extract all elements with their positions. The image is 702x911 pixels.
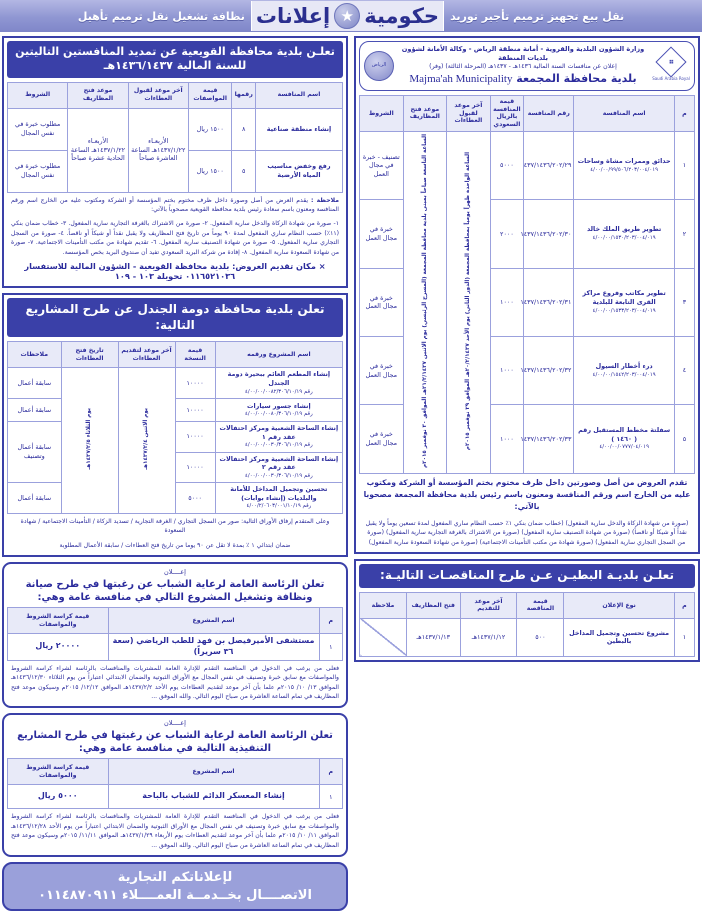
th-opening: موعد فتح المظاريف [68,82,128,108]
th-tender-number: رقم المنافسة [524,95,574,131]
th-value: قيمة المناقصة [517,592,564,618]
cell-value: ١٠٠٠ [490,268,524,336]
cell-note: سابقة أعمال وتصنيف [8,421,62,482]
table-header-row [8,759,343,785]
cell-value: ٥٠٠ [517,618,564,656]
th-conditions: الشروط [8,82,68,108]
cell-name-code: ٤/٠٠/٠٠/٩٩/٥٠٦/٢٠٣/٠٠٤/٠١٩ [590,166,659,173]
masthead [0,0,702,32]
cell-value: ٥٠٠٠ [490,131,524,199]
quwaiiyah-submission-place: × مكان تقديم العروض: بلدية محافظة القويعية - الشؤون المالية للاستفسار ٠١١٦٥٢١٠٣٦ تحويلة ١٠٣ - ١٠٩ [24,261,326,282]
cell-name-text: سفلتة مخطط المستقبل رقم ( ١٤٦٠ ) [578,426,671,443]
cell-number: ٨ [232,108,255,150]
th-opening: فتح المظاريف [406,592,460,618]
cell-value: ١٠٠٠٠ [175,421,215,452]
cell-name-code: ٤/٠٠/٠٠/١٥٣٠/٢٠٣/٠٠٤/٠١٩ [592,235,656,242]
cell-project: إنشاء المعسكر الدائم للشباب بالباحة [108,785,319,809]
cell-conditions: مطلوب خبرة في نفس المجال [8,150,68,192]
cell-price: ٢٠٠٠٠ ريال [8,634,109,661]
bateen-title: تعلـن بلديـة البطيـن عـن طرح المناقصـات التاليـة: [359,564,695,588]
opening-vertical-text: يوم الثلاثاء ١٤٣٧/٢/٥هـ [86,408,93,471]
th-project-name: اسم المشروع [108,608,319,634]
cell-project [215,483,342,514]
masthead-word-hukumiya: حكومية [364,3,440,28]
th-conditions: الشروط [360,95,404,131]
cell-deadline-merged: الأربعـاء ١٤٣٧/١/٢٢هـ الساعة العاشرة صباحاً [128,108,188,192]
cell-ad-type: مشروع تحسين وتجميل المداخل بالبطين [564,618,675,656]
youth2-signoff: والله الموفق ... [151,841,191,849]
th-number: رقمها [232,82,255,108]
contact-phone-label: الاتصــــال بخــدمــة العمــــلاء [121,888,312,904]
cell-value: ١٠٠٠ [490,405,524,473]
table-row [8,483,343,514]
cell-number: ١٤٣٧/١٤٣٦/٢٠٢/٣٠ [524,200,574,268]
panel-youth-execution [2,713,348,857]
cell-value: ١٠٠٠٠ [175,452,215,483]
quwaiiyah-title: تعلـن بلدية محافظة القويعية عن تمديد المنافستين التاليتين للسنة المالية ١٤٣٦/١٤٣٧هـ [7,41,343,78]
cell-name-text: تطوير طريق الملك خالد [586,225,662,234]
cell-no: ١ [319,785,342,809]
cell-no: ١ [674,131,694,199]
column-majmaah [354,36,700,724]
cell-project-text: إنشاء الساحة الشعبية ومركز احتفالات عقد رقم ١ [219,423,339,441]
cell-price: ٥٠٠٠ ريال [8,785,109,809]
table-header-row [8,608,343,634]
table-row [360,618,695,656]
announcement-label: إعــــلان [164,719,186,728]
cell-no: ٢ [674,200,694,268]
th-tender-name: اسم المنافسة [574,95,675,131]
cell-project [215,452,342,483]
cell-name [574,200,675,268]
cell-value: ١٥٠٠ ريال [188,108,232,150]
th-booklet-price: قيمة كراسة الشروط والمواصفات [8,608,109,634]
opening-vertical-text: الساعة التاسعة صباحاً بمبنى بلدية محافظة المجمعة (المسرح الرئيسي) يوم الاثنين ٢١/٢/١٤٣٧هـ الموافق ٣٠ نوفمبر ٢٠١٥م [421,133,428,468]
cell-conditions: تصنيف - خبرة في مجال العمل [360,131,404,199]
dawmat-title: تعلن بلدية محافظة دومة الجندل عن طرح المشاريع التالية: [7,298,343,337]
cell-opening-merged [61,368,118,513]
table-row [8,634,343,661]
masthead-word-ealanat: إعلانات [255,3,331,28]
cell-project [215,398,342,421]
majmaah-header-text [398,45,648,87]
contact-banner[interactable] [2,862,348,911]
cell-deadline: ١٤٣٧/١/١٢هـ [460,618,517,656]
cell-deadline-merged [118,368,175,513]
ministry-logo-icon [652,47,690,85]
cell-value: ٢٠٠٠ [490,200,524,268]
th-spec-value: قيمة المواصفات [188,82,232,108]
cell-project-code: رقم ٤/٠٠/٠٠/٠٠٨٠/٣٠٦/١٠/١٩ [244,411,313,418]
ministry-line: وزارة الشؤون البلدية والقروية - أمانة منطقة الرياض - وكالة الأمانة لشؤون بلديات المنطقة [401,45,645,62]
cell-project-text: إنشاء المطعم العائم ببحيرة دومة الجندل [227,370,331,388]
panel-majmaah [354,36,700,554]
municipality-name-ar: بلدية محافظة المجمعة [516,72,637,86]
cell-conditions: خبرة في مجال العمل [360,200,404,268]
cell-no: ١ [674,618,694,656]
masthead-logo-group [251,1,444,31]
th-notes: ملاحظات [8,342,62,368]
quwaiiyah-note-label: ملاحظة : [310,196,339,204]
youth2-body [7,809,343,852]
cell-opening: ١٤٣٧/١/١٣هـ [406,618,460,656]
cell-note: سابقة أعمال [8,398,62,421]
cell-conditions: خبرة في مجال العمل [360,336,404,404]
youth2-projects-table [7,758,343,809]
cell-name-code: ٤/٠٠/٠٠/١٥٤٢/٢٠٣/٠٠٤/٠١٩ [592,371,656,378]
cell-number: ١٤٣٧/١٤٣٦/٢٠٢/٣٣ [524,405,574,473]
th-ad-type: نوع الإعلان [564,592,675,618]
cell-name-text: حدائق وممرات مشاة وساحات [577,157,671,166]
table-row [8,785,343,809]
municipality-name-en: Majma'ah Municipality [409,73,513,86]
ministry-logo-caption: Saudi Arabia Royal [652,75,690,81]
youth1-body [7,661,343,704]
cell-project-text: تحسين وتجميل المداخل للأمانة والبلديات (إنشاء بوابات) [230,485,328,502]
th-note: ملاحظة [360,592,407,618]
th-booklet-price: قيمة كراسة الشروط والمواصفات [8,759,109,785]
deadline-vertical-text: الساعة الواحدة ظهراً يومياً بمحافظة المجمعة (الدور الثاني) يوم الأحد ٢٠/٢/١٤٣٧هـ الموافق ٢٩ نوفمبر ٢٠١٥م [465,151,472,450]
table-header-row [8,82,343,108]
cell-tender-name: إنشاء منطقة صناعية [255,108,342,150]
youth1-body-text: فعلى من يرغب في الدخول في المنافسة التقدم للإدارة العامة للمشتريات والمنافسات بالرئاسة لشراء كراسة الشروط والمواصفات مع سابق خبرة وتصنيف في نفس المجال مع الأوراق الثبوتية والضمان الابتدائي اعتباراً من يوم الثلاثاء ١٤٣٦/١٢/٣٠هـ الموافق ١٣/ ١٠/ ٢٠١٥م علما بأن آخر موعد لتقديم العطاءات يوم الأحد ١٤٣٧/٢/٢هـ الموافق ١٢/١٢/ ٢٠١٥م وسيكون موعد فتح المظاريف في تمام الساعة العاشرة من صباح اليوم التالي. [11,664,339,700]
th-opening: موعد فتح المظاريف [403,95,447,131]
cell-value: ٥٠٠٠ [175,483,215,514]
panel-dawmat-aljandal [2,293,348,557]
cell-name-text: درء أخطار السيول [595,362,653,371]
panel-quwaiiyah [2,36,348,288]
cell-project: مستشفى الأميرفيصل بن فهد للطب الرياضي (سعة ٣٦ سريراً) [108,634,319,661]
majmaah-header [359,41,695,91]
contact-phone-line[interactable] [8,888,342,903]
municipality-name [398,72,648,87]
quwaiiyah-note [7,193,343,217]
announcement-label: إعــــلان [164,568,186,577]
cell-number: ٥ [232,150,255,192]
quwaiiyah-table [7,82,343,193]
table-row [360,131,695,199]
cell-no: ٥ [674,405,694,473]
table-row [8,368,343,399]
th-tender-value: قيمة المنافسة بالريال السعودي [490,95,524,131]
cell-note-empty [360,618,407,656]
table-row [8,108,343,150]
panel-youth-maintenance [2,562,348,708]
dawmat-required-documents: وعلى المتقدم إرفاق الأوراق التالية: صور من السجل التجاري / الغرفة التجارية / تسديد الزكاة / التأمينات الاجتماعية / شهادة السعودة [20,517,330,535]
panel-bateen [354,559,700,662]
cell-name-code: ٤/٠٠/٠٠/٠٧٧٧/٠٤/٠١٩ [599,444,649,451]
cell-project-text: إنشاء الساحة الشعبية ومركز احتفالات عقد رقم ٢ [219,454,339,472]
th-no: م [674,592,694,618]
quwaiiyah-document-list: ١- صورة من شهادة الزكاة والدخل سارية المفعول. ٢- صورة من الاشتراك بالغرفة التجارية سارية المفعول. ٣- خطاب ضمان بنكي (١١٪) حسب النظام ساري المفعول لمدة ٩٠ يوماً من تاريخ فتح المظاريف ولا يقبل نقداً أو شيكاً أو ناقصاً. ٤- صورة من السجل التجاري سارية المفعول. ٥- صورة من شهادة التصنيف سارية المفعول. ٦- تقديم شهادة من مكتب التأمينات الاجتماعية. ٧- صورة من شهادة السعودة سارية المفعول. ٨- إفادة من شركة البريد السعودي تفيد أن صندوق البريد بخص المؤسسة. [11,220,340,256]
cell-number: ١٤٣٧/١٤٣٦/٢٠٢/٣٢ [524,336,574,404]
youth2-title: تعلن الرئاسة العامة لرعاية الشباب عن رغبتها في طرح المشاريع التنفيذية التالية في منافسة عامة وهي: [17,730,333,755]
cell-value: ١٠٠٠٠ [175,398,215,421]
bateen-tenders-table [359,592,695,657]
cell-note: سابقة أعمال [8,368,62,399]
cell-no: ٤ [674,336,694,404]
quwaiiyah-note-body: يقدم العرض من أصل وصورة داخل ظرف مختوم بختم المؤسسة أو الشركة ومكتوب عليه من الخارج اسم ورقم المنافسة ومعنون باسم سعادة رئيس بلدية محافظة القويعية مصحوباً بالآتي: [11,196,339,214]
cell-name [574,131,675,199]
th-deadline: آخر موعد لقبول العطاءات [447,95,491,131]
cell-opening-merged [403,131,447,473]
th-no: م [319,608,342,634]
cell-name-text: تطوير مكاتب وفروع مراكز القرى التابعة للبلدية [582,289,666,307]
th-copy-price: قيمة النسخة [175,342,215,368]
th-deadline: آخر موعد للتقديم [460,592,517,618]
fiscal-year-line: إعلان عن منافسات السنة المالية ١٤٣٦هـ - ١٤٣٧هـ (المرحلة الثالثة) (وفر) [429,62,617,70]
cell-number: ٤٣٧/١٤٣٦/٢٠٢/٢٩ [524,131,574,199]
table-row [8,398,343,421]
cell-note: سابقة أعمال [8,483,62,514]
cell-project-code: رقم ٤/٠٠/٠٠/٠٠٣٠/٣٠٦/١٠/١٩ [244,472,313,479]
cell-name [574,336,675,404]
cell-project-code: رقم ٤/٠٠/٠٠/٠٠٨٢/٣٠٦/١٠/١٩ [244,388,313,395]
th-deadline: آخر موعد لقبول العطاءات [128,82,188,108]
youth1-title: تعلن الرئاسة العامة لرعاية الشباب عن رغبتها في طرح صيانة ونظافة وتشغيل المشروع التالي في منافسة عامة وهي: [25,579,325,604]
cell-project-code: رقم ٤/٠٠/٠٠/٠٠٣٠/٣٠٦/١٠/١٩ [244,442,313,449]
table-header-row [8,342,343,368]
cell-project [215,421,342,452]
cell-conditions: خبرة في مجال العمل [360,405,404,473]
cell-conditions: خبرة في مجال العمل [360,268,404,336]
youth1-projects-table [7,607,343,661]
cell-no: ١ [319,634,342,661]
cell-tender-name: رفع وخفض مناسيب المياه الأرضية [255,150,342,192]
masthead-right-keywords: نقل بيع تجهيز ترميم تأجير توريد [450,9,625,23]
th-deadline: آخر موعد لتقديم العطاءات [118,342,175,368]
th-tender-name: اسم المنافسة [255,82,342,108]
th-project-name: اسم المشروع [108,759,319,785]
th-no: م [674,95,694,131]
table-row [8,421,343,452]
cell-project-code: رقم ٤/٠٠/٢/٠٦٠٣/٠٠١/١٠/١٩ [246,503,312,510]
masthead-left-keywords: نظافة تشغيل نقل ترميم تأهيل [77,9,245,23]
majmaah-required-documents: (صورة من شهادة الزكاة والدخل سارية المفعول) (خطاب ضمان بنكي ١٪ حسب النظام ساري المفعول لمدة تسعين يوماً ولا يقبل نقداً أو شيكا أو ناقصاً) (صورة من شهادة التصنيف سارية المفعول) (صورة من الاشتراك بالغرفة التجارية سارية المفعول) (صورة من السجل التجاري سارية المفعول) (صورة شهادة من مكتب التأمينات الاجتماعية) (صورة من شهادة السعودة سارية المفعول) [365,519,689,546]
column-announcements [2,36,348,904]
lozenge-shape-icon: ❖ [655,46,686,77]
municipality-seal-icon: الرياض [364,51,394,81]
th-opening-date: تاريخ فتح العطاءات [61,342,118,368]
th-project-name: اسم المشروع ورقمه [215,342,342,368]
dawmat-projects-table [7,341,343,513]
majmaah-submission-note: تقدم العروض من أصل وصورتين داخل ظرف مختوم بختم المؤسسة أو الشركة ومكتوب عليه من الخارج اسم ورقم المنافسة ومعنون باسم رئيس بلدية محافظة المجمعة مصحوبا بالآتي: [363,477,691,511]
cell-name [574,405,675,473]
cell-value: ١٥٠٠ ريال [188,150,232,192]
cell-value: ١٠٠٠ [490,336,524,404]
majmaah-tenders-table [359,95,695,474]
deadline-vertical-text: يوم الاثنين ١٤٣٧/٢/٤هـ [143,408,150,471]
cell-name [574,268,675,336]
cell-no: ٣ [674,268,694,336]
cell-number: ١٤٣٧/١٤٣٦/٢٠٢/٣١ [524,268,574,336]
cell-deadline-merged [447,131,491,473]
contact-headline: لإعلاناتكم التجارية [117,870,233,886]
contact-phone-number[interactable]: ٠١١٤٨٧٠٩١١ [38,888,118,904]
cell-project-text: إنشاء جسور سيارات [247,401,311,410]
cell-conditions: مطلوب خبرة في نفس المجال [8,108,68,150]
saudi-emblem-icon: ★ [334,3,360,29]
table-header-row [360,592,695,618]
cell-project [215,368,342,399]
cell-opening-merged: الأربعـاء ١٤٣٧/١/٢٢هـ الساعة الحادية عشرة صباحاً [68,108,128,192]
table-header-row [360,95,695,131]
cell-value: ١٠٠٠٠ [175,368,215,399]
cell-name-code: ٤/٠٠/٠٠/١٥٣٣/٢٠٣/٠٠٤/٠١٩ [592,307,656,314]
th-no: م [319,759,342,785]
youth1-signoff: والله الموفق ... [151,692,191,700]
youth2-body-text: فعلى من يرغب في الدخول في المنافسة التقدم للإدارة العامة للمشتريات والمنافسات بالرئاسة لشراء كراسة الشروط والمواصفات مع سابق خبرة وتصنيف في نفس المجال مع الأوراق الثبوتية والضمان الابتدائي اعتباراً من يوم الأحد ١٤٣٦/١٢/٢٨هـ الموافق ١١/ ١٠/ ٢٠١٥م علما بأن آخر موعد لتقديم العطاءات يوم الأربعاء ١٤٣٧/١/٢٩هـ الموافق ١١/١١/ ٢٠١٥م وسيكون موعد فتح المظاريف في تمام الساعة العاشرة من صباح اليوم التالي. [11,813,339,849]
dawmat-guarantee-note: ضمان ابتدائي ١ ٪ بمدة لا تقل عن ٩٠ يوما من تاريخ فتح العطاءات / سابقة الأعمال المطلوبة [59,541,291,549]
